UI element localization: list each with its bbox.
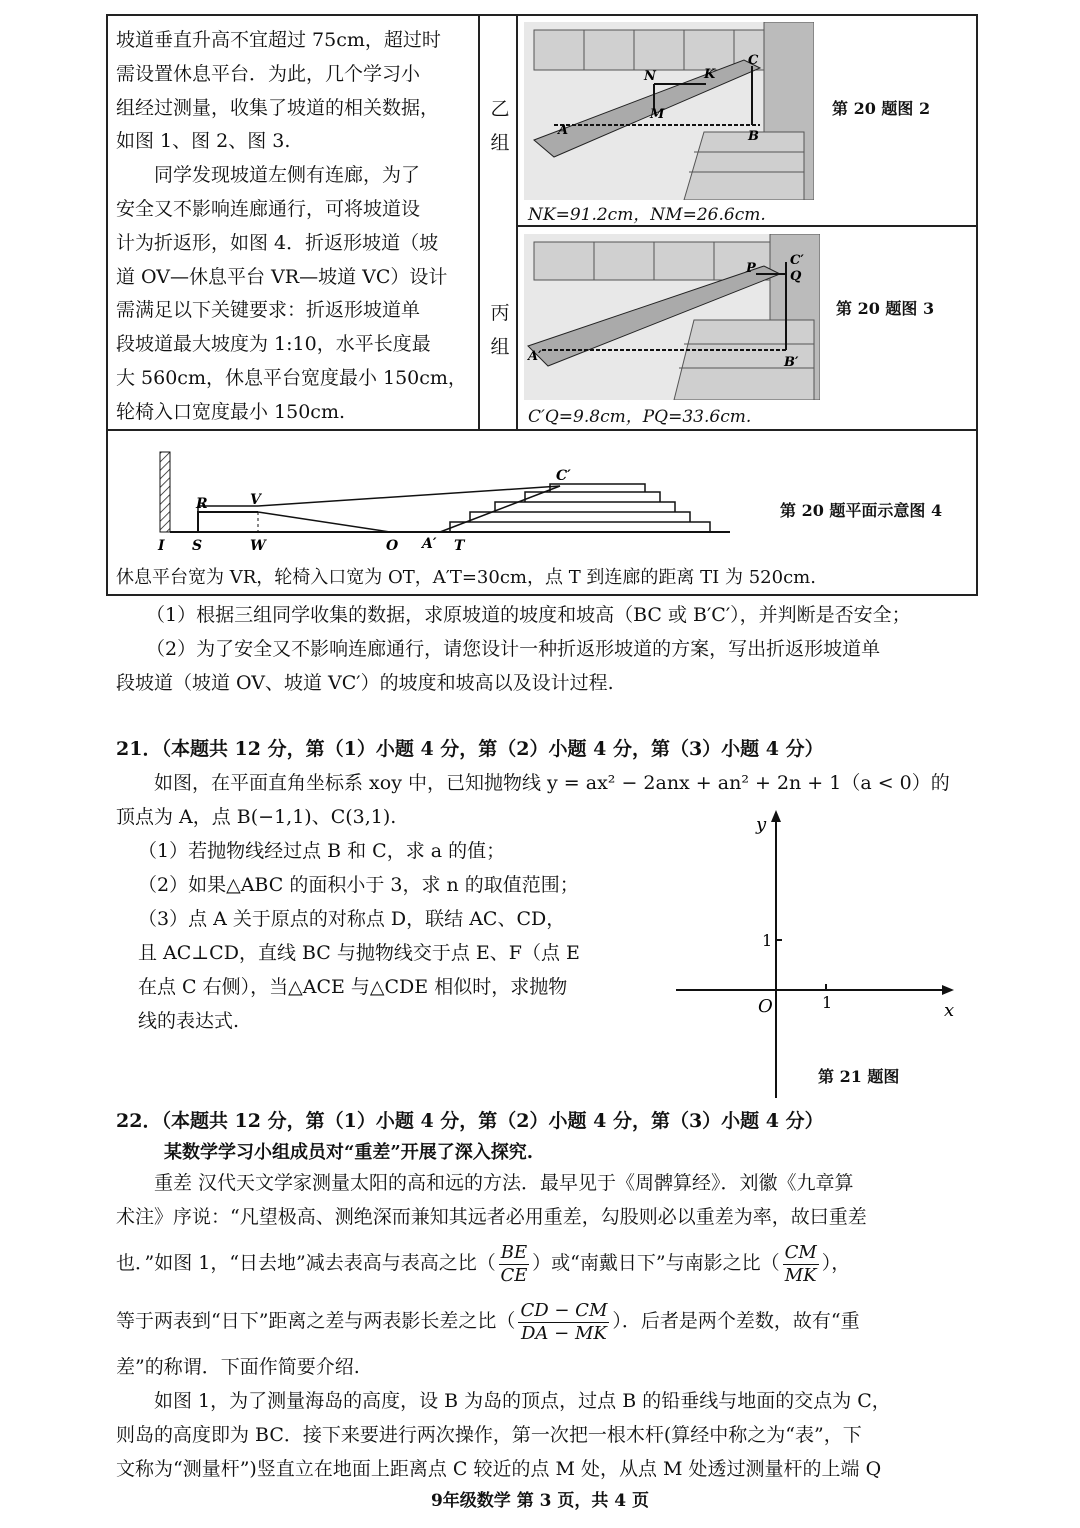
photo-steps [684, 132, 804, 200]
point-label-c: C [748, 53, 759, 68]
q22-p2-line2: 则岛的高度即为 BC．接下来要进行两次操作，第一次把一根木杆(算经中称之为“表”，下 [116, 1424, 862, 1446]
y-axis-label: y [756, 814, 767, 835]
x-axis-arrow-icon [942, 985, 954, 995]
fig4-label-o: O [386, 538, 399, 554]
table-divider-group [516, 14, 518, 430]
q20-sub1: （1）根据三组同学收集的数据，求原坡道的坡度和坡高（BC 或 B′C′），并判断是否安全； [146, 604, 911, 626]
q22-p1-line1: 重差 汉代天文学家测量太阳的高和远的方法．最早见于《周髀算经》．刘徽《九章算 [116, 1172, 854, 1194]
point-label-n: N [644, 69, 656, 84]
text-line: 段坡道最大坡度为 1:10，水平长度最 [116, 333, 431, 356]
fig20-4-caption: 第 20 题平面示意图 4 [780, 501, 943, 520]
q20-sub2-line1: （2）为了安全又不影响连廊通行，请您设计一种折返形坡道的方案，写出折返形坡道单 [146, 638, 881, 660]
step-3 [495, 502, 675, 512]
q22-subheader: 某数学学习小组成员对“重差”开展了深入探究. [164, 1142, 533, 1163]
q20-sub2-line2: 段坡道（坡道 OV、坡道 VC′）的坡度和坡高以及设计过程. [116, 672, 614, 694]
fig4-label-c: C′ [556, 468, 571, 484]
fig4-label-s: S [192, 538, 203, 554]
q22-header: 22．（本题共 12 分，第（1）小题 4 分，第（2）小题 4 分，第（3）小题 4 分） [116, 1110, 824, 1132]
group-yi-char-1: 乙 [490, 98, 510, 120]
fig20-4-schematic [150, 446, 750, 556]
point-label-k: K [704, 67, 716, 82]
group-bing-char-1: 丙 [490, 302, 510, 324]
x-axis-label: x [944, 1000, 955, 1021]
step-1 [450, 522, 710, 532]
q22-p1-line3-b: ）或“南戴日下”与南影之比（ [532, 1252, 780, 1274]
text-line: 轮椅入口宽度最小 150cm. [116, 400, 346, 423]
fig4-label-w: W [250, 538, 266, 554]
frac-num: BE [500, 1241, 528, 1263]
y-axis-arrow-icon [771, 810, 781, 822]
fig20-3-photo [524, 234, 820, 400]
q21-caption: 第 21 题图 [818, 1067, 900, 1086]
q22-p1-line4-a: 等于两表到“日下”距离之差与两表影长差之比（ [116, 1310, 516, 1332]
fig4-label-r: R [196, 496, 208, 512]
table-left-paragraph [116, 24, 476, 430]
q21-sub3-line2: 且 AC⊥CD，直线 BC 与抛物线交于点 E、F（点 E [138, 942, 580, 964]
frac-num: CD − CM [520, 1299, 608, 1321]
q22-body [116, 1166, 976, 1486]
q22-p1-line3-c: ）， [821, 1252, 851, 1274]
point-label-a: A′ [528, 349, 542, 364]
text-line: 安全又不影响连廊通行，可将坡道设 [116, 197, 421, 220]
step-2 [470, 512, 690, 522]
frac-den: MK [784, 1264, 817, 1286]
step-5 [550, 484, 645, 492]
point-label-q: Q [790, 269, 802, 284]
group-yi-label [486, 92, 514, 160]
point-label-c: C′ [790, 253, 804, 268]
text-line: 计为折返形，如图 4．折返形坡道（坡 [116, 231, 439, 254]
q22-p2-line1: 如图 1，为了测量海岛的高度，设 B 为岛的顶点，过点 B 的铅垂线与地面的交点为 C， [116, 1390, 891, 1412]
fig20-4-note: 休息平台宽为 VR，轮椅入口宽为 OT，A′T=30cm，点 T 到连廊的距离 TI 为 520cm. [116, 567, 816, 588]
step-4 [525, 492, 660, 502]
fig20-3-caption: 第 20 题图 3 [836, 299, 935, 318]
q22-p1-line4-b: ）．后者是两个差数，故有“重 [612, 1310, 860, 1332]
text-line: 需设置休息平台．为此，几个学习小 [116, 62, 421, 85]
fig20-2-measure: NK=91.2cm，NM=26.6cm. [528, 205, 766, 225]
fig20-3-measure: C′Q=9.8cm，PQ=33.6cm. [528, 407, 752, 427]
page-footer: 9年级数学 第 3 页，共 4 页 [430, 1491, 650, 1511]
text-line: 如图 1、图 2、图 3. [116, 130, 291, 153]
text-line: 大 560cm，休息平台宽度最小 150cm， [116, 366, 467, 389]
frac-num: CM [784, 1241, 817, 1263]
q21-intro-line1: 如图，在平面直角坐标系 xoy 中，已知抛物线 y = ax² − 2anx + an² + 2n + 1（a < 0）的 [116, 772, 950, 794]
q22-p2-line3: 文称为“测量杆”)竖直立在地面上距离点 C 较近的点 M 处，从点 M 处透过测量杆的上端 Q [116, 1458, 882, 1480]
q21-header: 21．（本题共 12 分，第（1）小题 4 分，第（2）小题 4 分，第（3）小题 4 分） [116, 738, 824, 760]
fig20-2-photo [524, 22, 814, 200]
q21-sub2: （2）如果△ABC 的面积小于 3，求 n 的取值范围； [138, 874, 579, 896]
text-line: 同学发现坡道左侧有连廊，为了 [116, 164, 421, 187]
q21-sub3-line3: 在点 C 右侧），当△ACE 与△CDE 相似时，求抛物 [138, 976, 568, 998]
text-line: 坡道垂直升高不宜超过 75cm，超过时 [116, 29, 441, 51]
y-tick-label: 1 [762, 931, 773, 950]
q22-p1-line4 [116, 1292, 976, 1350]
q21-intro-line2: 顶点为 A，点 B(−1,1)、C(3,1). [116, 806, 397, 828]
corridor-wall [160, 452, 170, 532]
point-label-b: B [748, 129, 759, 144]
ramp-ov [258, 512, 390, 532]
fig4-label-t: T [454, 538, 465, 554]
table-divider-left [478, 14, 480, 430]
q22-p1-line5: 差”的称谓．下面作简要介绍. [116, 1356, 360, 1378]
fraction-cm-mk [783, 1242, 819, 1287]
point-label-a: A [558, 123, 569, 138]
group-bing-char-2: 组 [490, 336, 510, 358]
text-line: 组经过测量，收集了坡道的相关数据， [116, 96, 440, 119]
group-bing-label [486, 296, 514, 364]
q21-coordinate-axes [670, 806, 970, 1106]
fraction-be-ce [499, 1242, 529, 1287]
origin-label: O [758, 996, 773, 1017]
q22-p1-line3-a: 也．”如图 1，“日去地”减去表高与表高之比（ [116, 1252, 496, 1274]
fig20-2-caption: 第 20 题图 2 [832, 99, 931, 118]
q22-p1-line2: 术注》序说：“凡望极高、测绝深而兼知其远者必用重差，勾股则必以重差为率，故曰重差 [116, 1206, 867, 1228]
frac-den: CE [500, 1264, 528, 1286]
x-tick-label: 1 [822, 993, 833, 1012]
fig4-label-v: V [250, 492, 261, 508]
point-label-b: B′ [784, 355, 799, 370]
point-label-m: M [650, 107, 665, 122]
text-line: 需满足以下关键要求：折返形坡道单 [116, 299, 421, 322]
q21-sub3-line1: （3）点 A 关于原点的对称点 D，联结 AC、CD， [138, 908, 566, 930]
q21-sub1: （1）若抛物线经过点 B 和 C，求 a 的值； [138, 840, 506, 862]
fraction-diff [518, 1300, 609, 1345]
frac-den: DA − MK [520, 1322, 607, 1344]
q22-p1-line3 [116, 1234, 976, 1292]
text-line: 道 OV—休息平台 VR—坡道 VC）设计 [116, 265, 448, 288]
group-yi-char-2: 组 [490, 132, 510, 154]
point-label-p: P [746, 261, 756, 276]
table-divider-mid [516, 225, 978, 227]
fig4-label-i: I [158, 538, 165, 554]
q21-sub3-line4: 线的表达式. [138, 1010, 240, 1032]
fig4-label-a: A′ [422, 536, 437, 552]
rest-platform [198, 512, 258, 532]
q20-subquestions [116, 598, 976, 700]
